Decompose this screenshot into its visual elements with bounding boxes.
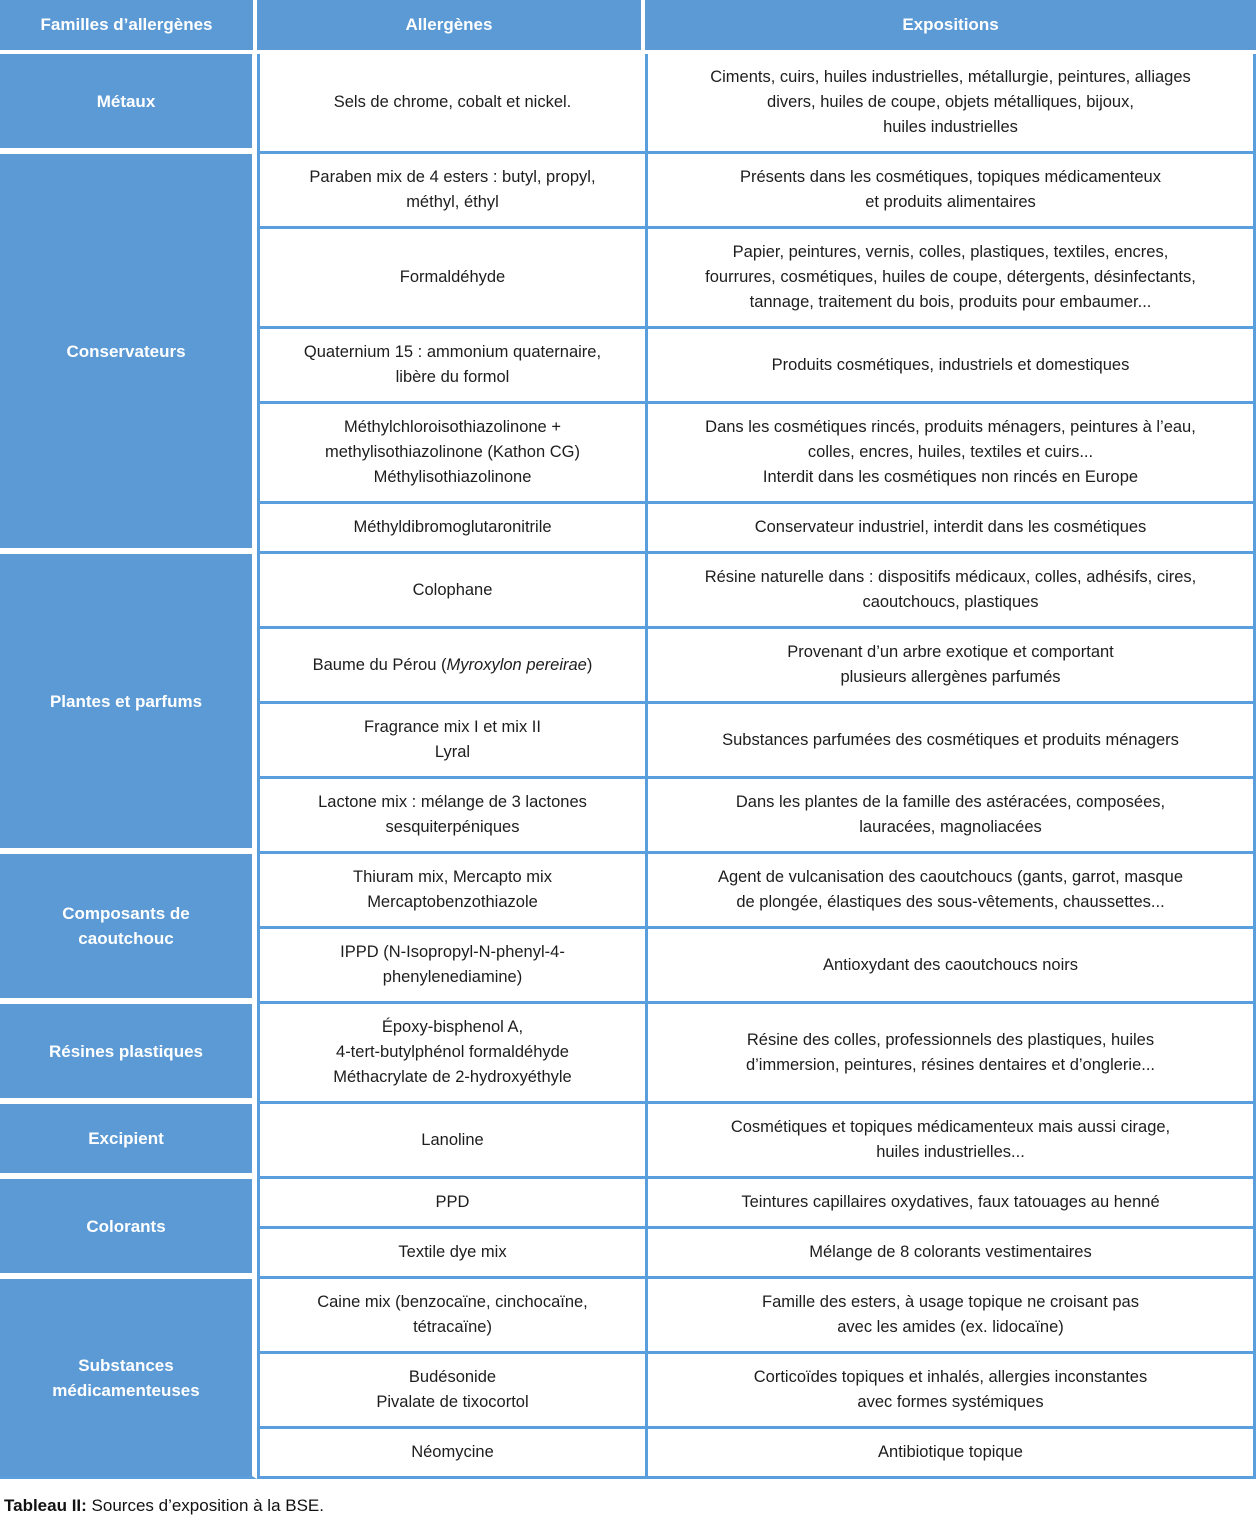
header-expositions: Expositions [645,0,1256,54]
family-cell: Métaux [0,54,257,154]
family-cell: Conservateurs [0,154,257,554]
allergen-cell: Sels de chrome, cobalt et nickel. [257,54,645,154]
exposure-cell: Présents dans les cosmétiques, topiques médicamenteux et produits alimentaires [645,154,1256,229]
allergen-cell: Paraben mix de 4 esters : butyl, propyl, méthyl, éthyl [257,154,645,229]
exposure-cell: Produits cosmétiques, industriels et domestiques [645,329,1256,404]
allergen-cell: Caine mix (benzocaïne, cinchocaïne, tétracaïne) [257,1279,645,1354]
table-row [0,854,1256,929]
table-body [0,54,1256,1479]
allergen-cell: Budésonide Pivalate de tixocortol [257,1354,645,1429]
family-cell: Excipient [0,1104,257,1179]
allergen-cell: Fragrance mix I et mix II Lyral [257,704,645,779]
exposure-cell: Conservateur industriel, interdit dans les cosmétiques [645,504,1256,554]
allergen-cell: PPD [257,1179,645,1229]
table-row [0,554,1256,629]
table-row [0,1279,1256,1354]
family-cell: Substances médicamenteuses [0,1279,257,1479]
header-allergenes: Allergènes [257,0,645,54]
table-row [0,1004,1256,1104]
allergen-cell: Lanoline [257,1104,645,1179]
allergen-cell: Colophane [257,554,645,629]
table-row [0,1179,1256,1229]
exposure-cell: Provenant d’un arbre exotique et comportant plusieurs allergènes parfumés [645,629,1256,704]
family-cell: Colorants [0,1179,257,1279]
exposure-cell: Antibiotique topique [645,1429,1256,1479]
allergen-cell: Lactone mix : mélange de 3 lactones sesquiterpéniques [257,779,645,854]
family-cell: Plantes et parfums [0,554,257,854]
exposure-cell: Ciments, cuirs, huiles industrielles, métallurgie, peintures, alliages divers, huiles de coupe, objets métalliques, bijoux, huiles industrielles [645,54,1256,154]
table-header [0,0,1256,54]
table-caption [4,1495,1256,1517]
header-familles-allergenes: Familles d’allergènes [0,0,257,54]
exposure-cell: Substances parfumées des cosmétiques et produits ménagers [645,704,1256,779]
exposure-cell: Teintures capillaires oxydatives, faux tatouages au henné [645,1179,1256,1229]
allergen-cell: Thiuram mix, Mercapto mix Mercaptobenzothiazole [257,854,645,929]
exposure-cell: Mélange de 8 colorants vestimentaires [645,1229,1256,1279]
family-cell: Résines plastiques [0,1004,257,1104]
exposure-cell: Résine naturelle dans : dispositifs médicaux, colles, adhésifs, cires, caoutchoucs, plastiques [645,554,1256,629]
allergen-cell: Néomycine [257,1429,645,1479]
allergen-cell: Formaldéhyde [257,229,645,329]
allergen-cell: Quaternium 15 : ammonium quaternaire, libère du formol [257,329,645,404]
caption-text: Sources d’exposition à la BSE. [86,1496,324,1515]
caption-label: Tableau II: [4,1496,87,1515]
exposure-cell: Papier, peintures, vernis, colles, plastiques, textiles, encres, fourrures, cosmétiques, huiles de coupe, détergents, désinfectants, tannage, traitement du bois, produits pour embaumer... [645,229,1256,329]
exposure-cell: Cosmétiques et topiques médicamenteux mais aussi cirage, huiles industrielles... [645,1104,1256,1179]
allergen-cell: Méthylchloroisothiazolinone + methylisothiazolinone (Kathon CG) Méthylisothiazolinone [257,404,645,504]
allergen-cell: IPPD (N-Isopropyl-N-phenyl-4- phenylenediamine) [257,929,645,1004]
allergen-cell: Textile dye mix [257,1229,645,1279]
exposure-cell: Antioxydant des caoutchoucs noirs [645,929,1256,1004]
allergen-cell: Époxy-bisphenol A, 4-tert-butylphénol formaldéhyde Méthacrylate de 2-hydroxyéthyle [257,1004,645,1104]
table-row [0,154,1256,229]
exposure-cell: Résine des colles, professionnels des plastiques, huiles d’immersion, peintures, résines dentaires et d’onglerie... [645,1004,1256,1104]
table-row [0,1104,1256,1179]
allergen-cell: Méthyldibromoglutaronitrile [257,504,645,554]
exposure-cell: Agent de vulcanisation des caoutchoucs (gants, garrot, masque de plongée, élastiques des sous-vêtements, chaussettes... [645,854,1256,929]
exposure-cell: Corticoïdes topiques et inhalés, allergies inconstantes avec formes systémiques [645,1354,1256,1429]
exposure-cell: Dans les plantes de la famille des astéracées, composées, lauracées, magnoliacées [645,779,1256,854]
exposure-cell: Dans les cosmétiques rincés, produits ménagers, peintures à l’eau, colles, encres, huiles, textiles et cuirs... Interdit dans les cosmétiques non rincés en Europe [645,404,1256,504]
header-row [0,0,1256,54]
allergen-cell: Baume du Pérou (Myroxylon pereirae) [257,629,645,704]
family-cell: Composants de caoutchouc [0,854,257,1004]
table-row [0,54,1256,154]
exposure-cell: Famille des esters, à usage topique ne croisant pas avec les amides (ex. lidocaïne) [645,1279,1256,1354]
